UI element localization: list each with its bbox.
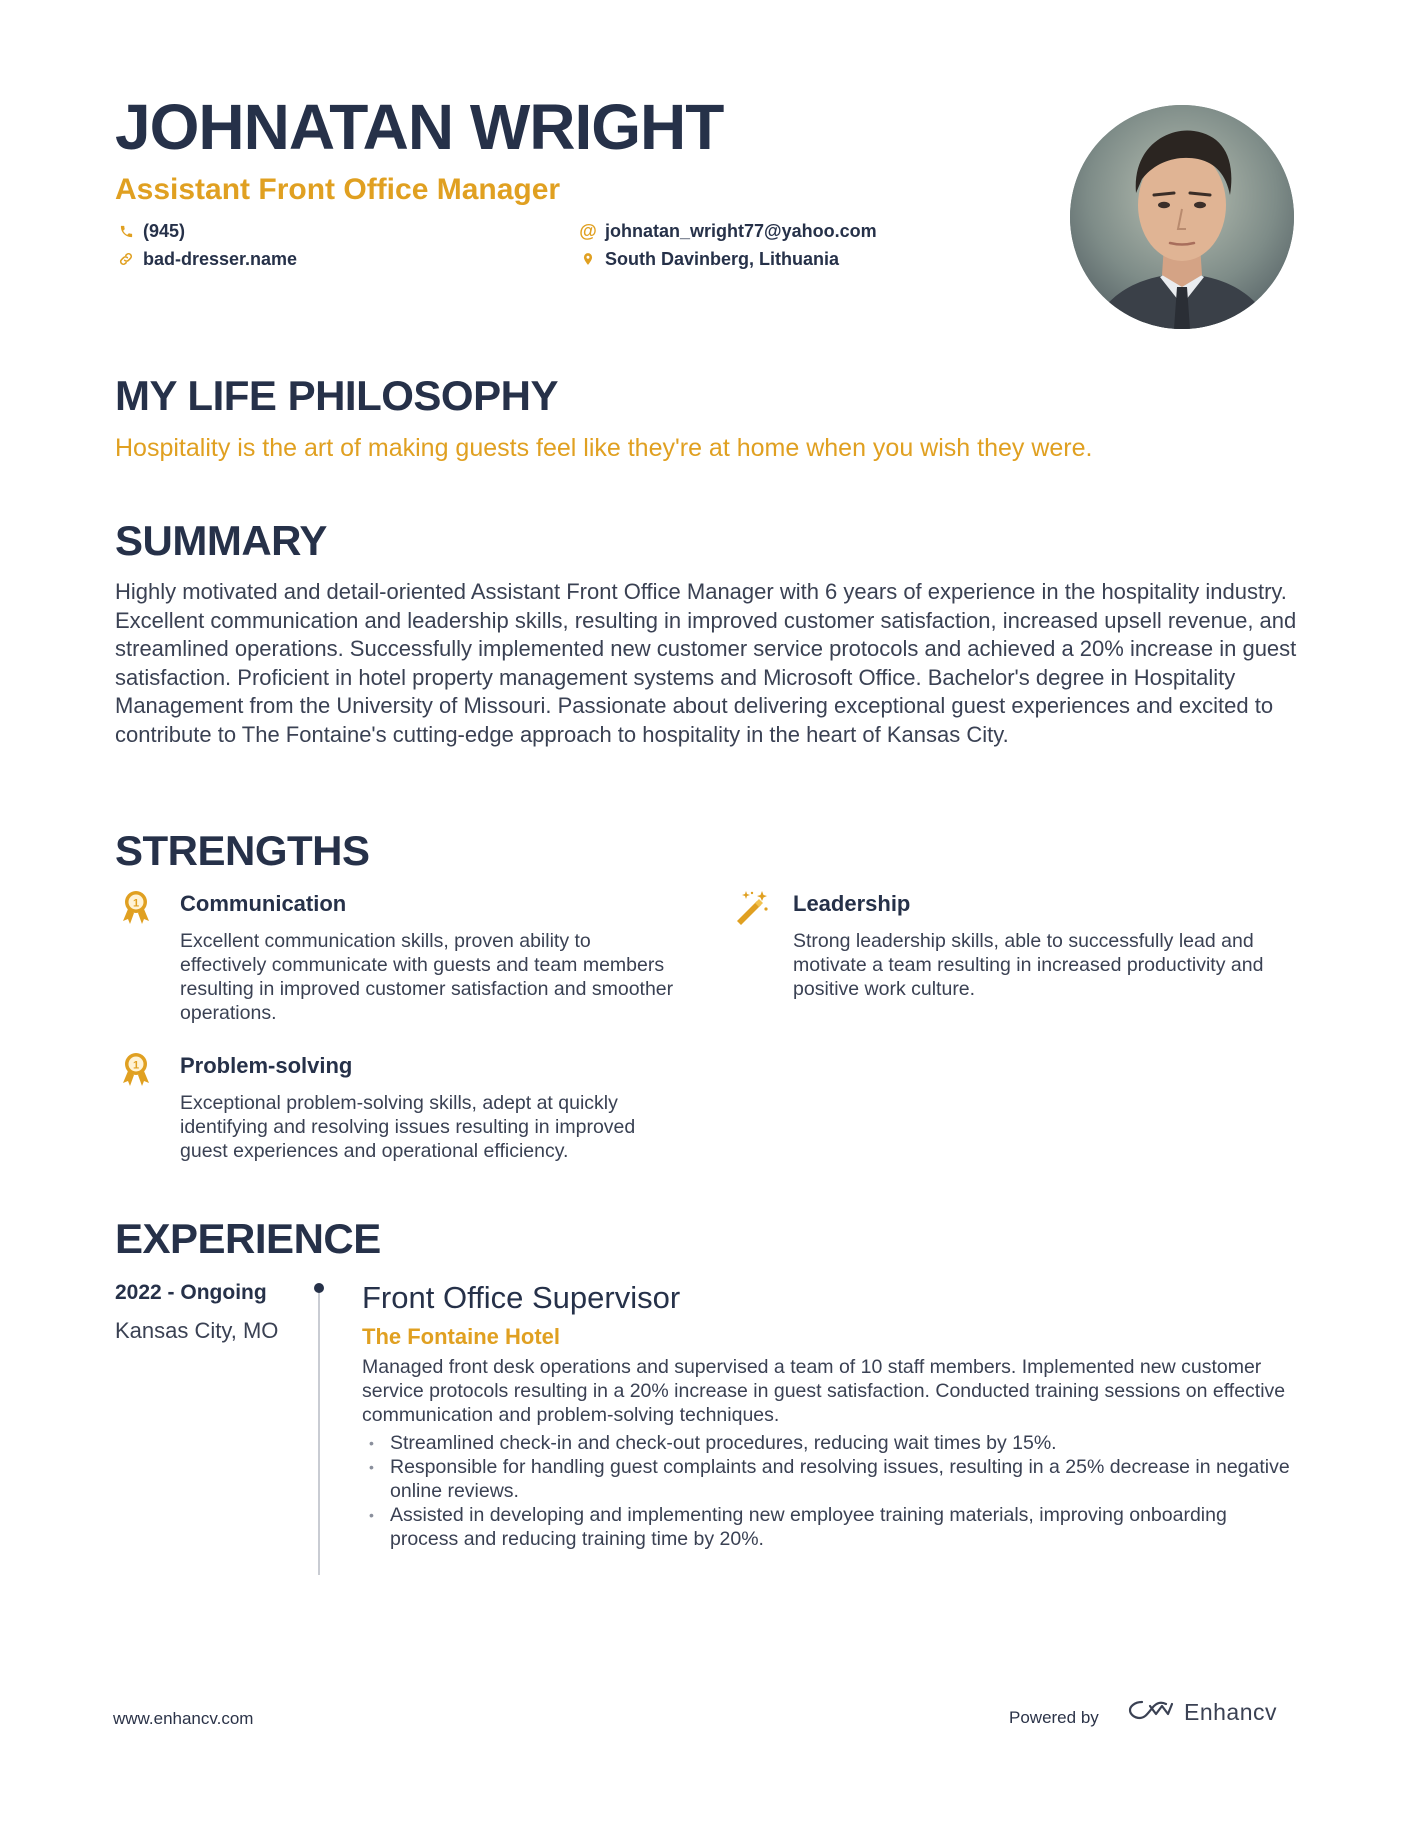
bullet-text: Streamlined check-in and check-out procedures, reducing wait times by 15%. <box>390 1432 1057 1454</box>
list-item <box>362 1503 1292 1551</box>
experience-role: Front Office Supervisor <box>362 1280 681 1315</box>
strength-title: Leadership <box>793 891 911 916</box>
bullet-text: Assisted in developing and implementing new employee training materials, improving onboarding process and reducing training time by 20%. <box>390 1504 1227 1550</box>
strength-description: Exceptional problem-solving skills, adept at quickly identifying and resolving issues resulting in improved guest experiences and operational efficiency. <box>180 1092 636 1162</box>
summary-text: Highly motivated and detail-oriented Assistant Front Office Manager with 6 years of experience in the hospitality industry. Excellent communication and leadership skills, resulting in improved customer satisfaction, increased upsell revenue, and streamlined operations. Successfully implemented new customer service protocols and achieved a 20% increase in guest satisfaction. Proficient in hotel property management systems and Microsoft Office. Bachelor's degree in Hospitality Management from the University of Missouri. Passionate about delivering exceptional guest experiences and excited to contribute to The Fontaine's cutting-edge approach to hospitality in the heart of Kansas City. <box>115 579 1297 747</box>
enhancv-brand-text: Enhancv <box>1184 1699 1278 1725</box>
experience-date: 2022 - Ongoing <box>115 1281 267 1304</box>
philosophy-quote: Hospitality is the art of making guests feel like they're at home when you wish they were. <box>115 434 1093 462</box>
location-pin-icon <box>579 250 597 268</box>
strength-title: Problem-solving <box>180 1053 353 1078</box>
location-value: South Davinberg, Lithuania <box>605 249 840 269</box>
enhancv-logo-icon <box>1128 1698 1174 1727</box>
award-ribbon-icon <box>120 889 154 925</box>
contact-phone[interactable] <box>117 222 185 240</box>
phone-value: (945) <box>143 221 186 241</box>
bullet-dot-icon: • <box>369 1435 374 1451</box>
strength-description: Excellent communication skills, proven ability to effectively communicate with guests and team members resulting in improved customer satisfaction and smoother operations. <box>180 930 674 1024</box>
candidate-name: JOHNATAN WRIGHT <box>115 91 724 163</box>
bullet-dot-icon: • <box>369 1459 374 1475</box>
link-icon <box>117 250 135 268</box>
strength-description: Strong leadership skills, able to successfully lead and motivate a team resulting in increased productivity and positive work culture. <box>793 930 1264 1000</box>
at-sign-icon: @ <box>579 221 597 241</box>
timeline-dot <box>314 1283 324 1293</box>
timeline-line <box>318 1290 320 1575</box>
bullet-text: Responsible for handling guest complaints and resolving issues, resulting in a 25% decrease in negative online reviews. <box>390 1456 1290 1502</box>
svg-text:1: 1 <box>132 1059 140 1072</box>
contact-website[interactable] <box>117 250 297 268</box>
website-value: bad-dresser.name <box>143 249 298 269</box>
experience-location: Kansas City, MO <box>115 1318 279 1343</box>
enhancv-logo[interactable] <box>1128 1698 1277 1727</box>
list-item <box>362 1455 1292 1503</box>
candidate-title: Assistant Front Office Manager <box>115 173 561 206</box>
profile-photo <box>1070 105 1294 329</box>
strengths-heading: STRENGTHS <box>115 827 370 874</box>
summary-heading: SUMMARY <box>115 517 327 564</box>
email-value: johnatan_wright77@yahoo.com <box>605 221 877 241</box>
footer-powered-by: Powered by <box>1009 1708 1099 1727</box>
phone-icon <box>117 222 135 240</box>
svg-text:1: 1 <box>132 897 140 910</box>
bullet-dot-icon: • <box>369 1507 374 1523</box>
contact-email[interactable] <box>579 222 877 240</box>
experience-bullet-list <box>362 1431 1292 1551</box>
philosophy-heading: MY LIFE PHILOSOPHY <box>115 372 558 419</box>
magic-wand-icon <box>733 889 767 925</box>
contact-location <box>579 250 839 268</box>
award-ribbon-icon <box>120 1051 154 1087</box>
experience-company: The Fontaine Hotel <box>362 1324 560 1349</box>
list-item <box>362 1431 1292 1455</box>
strength-title: Communication <box>180 891 347 916</box>
experience-description: Managed front desk operations and supervised a team of 10 staff members. Implemented new customer service protocols resulting in a 20% increase in guest satisfaction. Conducted training sessions on effective communication and problem-solving techniques. <box>362 1356 1286 1426</box>
experience-heading: EXPERIENCE <box>115 1215 381 1262</box>
footer-url-link[interactable]: www.enhancv.com <box>113 1709 254 1728</box>
